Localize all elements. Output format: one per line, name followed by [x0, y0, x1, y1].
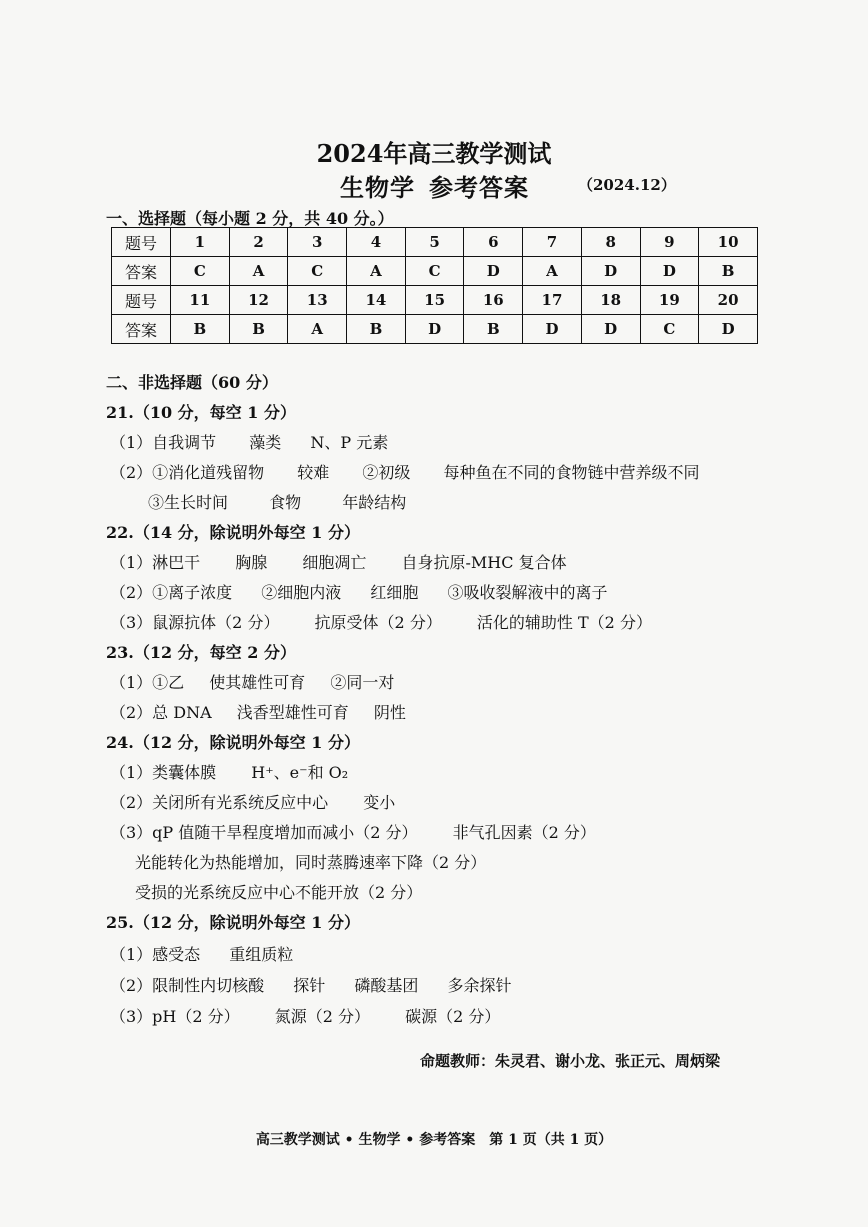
answer-text: 碳源（2 分）: [405, 1007, 501, 1026]
answer-cell: B: [229, 315, 288, 344]
answer-text: （1）淋巴干: [110, 553, 201, 572]
row-label: 答案: [112, 257, 171, 286]
answer-cell: D: [464, 257, 523, 286]
q24-heading: 24.（12 分，除说明外每空 1 分）: [106, 733, 360, 752]
q25-line3: [110, 1004, 500, 1027]
q22-line1: [110, 550, 567, 573]
answer-text: 磷酸基团: [354, 976, 419, 995]
answer-text: 浅香型雄性可育: [236, 703, 349, 722]
answer-text: （1）类囊体膜: [110, 763, 217, 782]
answer-text: 细胞凋亡: [302, 553, 367, 572]
answer-text: （2）①消化道残留物: [110, 463, 265, 482]
answer-text: （1）自我调节: [110, 433, 217, 452]
table-row: [112, 315, 758, 344]
row-label: 题号: [112, 286, 171, 315]
answer-text: 使其雄性可育: [209, 673, 306, 692]
question-number: 11: [171, 286, 230, 315]
answer-cell: A: [288, 315, 347, 344]
q21-line2: [110, 460, 700, 483]
subject-label: 生物学: [340, 173, 415, 202]
answer-text: H⁺、e⁻和 O₂: [251, 763, 349, 782]
answer-cell: D: [640, 257, 699, 286]
table-row: [112, 286, 758, 315]
answer-text: （2）①离子浓度: [110, 583, 233, 602]
answer-key-label: 参考答案: [429, 173, 529, 202]
q21-heading: 21.（10 分，每空 1 分）: [106, 403, 296, 422]
answer-cell: A: [229, 257, 288, 286]
answer-table: [111, 227, 758, 344]
answer-cell: A: [347, 257, 406, 286]
section1-heading: 一、选择题（每小题 2 分，共 40 分。）: [106, 209, 394, 228]
section2-heading: 二、非选择题（60 分）: [106, 373, 278, 392]
q21-line1: [110, 430, 388, 453]
page-title: 2024年高三教学测试: [316, 139, 552, 168]
answer-text: 红细胞: [370, 583, 419, 602]
answer-text: ②同一对: [330, 673, 395, 692]
question-number: 14: [347, 286, 406, 315]
q24-line4: 光能转化为热能增加，同时蒸腾速率下降（2 分）: [135, 853, 487, 872]
exam-date: （2024.12）: [578, 176, 676, 194]
question-number: 13: [288, 286, 347, 315]
question-number: 8: [581, 228, 640, 257]
page-subtitle: [340, 168, 529, 203]
answer-text: 每种鱼在不同的食物链中营养级不同: [443, 463, 700, 482]
q22-line3: [110, 610, 652, 633]
answer-cell: D: [523, 315, 582, 344]
answer-cell: C: [640, 315, 699, 344]
q25-line2: [110, 973, 512, 996]
row-label: 题号: [112, 228, 171, 257]
answer-cell: A: [523, 257, 582, 286]
question-number: 17: [523, 286, 582, 315]
answer-cell: B: [171, 315, 230, 344]
author-line: 命题教师：朱灵君、谢小龙、张正元、周炳梁: [420, 1052, 721, 1070]
answer-cell: D: [699, 315, 758, 344]
answer-text: （2）限制性内切核酸: [110, 976, 265, 995]
answer-cell: C: [288, 257, 347, 286]
q23-line1: [110, 670, 394, 693]
question-number: 4: [347, 228, 406, 257]
q24-line3: [110, 820, 596, 843]
q24-line5: 受损的光系统反应中心不能开放（2 分）: [135, 883, 423, 902]
answer-cell: B: [464, 315, 523, 344]
answer-text: 食物: [269, 493, 302, 512]
answer-text: （2）关闭所有光系统反应中心: [110, 793, 329, 812]
question-number: 5: [405, 228, 464, 257]
answer-text: ②细胞内液: [261, 583, 342, 602]
answer-text: 非气孔因素（2 分）: [452, 823, 596, 842]
question-number: 10: [699, 228, 758, 257]
question-number: 12: [229, 286, 288, 315]
answer-text: ②初级: [362, 463, 411, 482]
answer-cell: D: [581, 257, 640, 286]
answer-text: 氮源（2 分）: [274, 1007, 371, 1026]
answer-cell: B: [699, 257, 758, 286]
answer-text: 重组质粒: [229, 945, 294, 964]
answer-text: 胸腺: [235, 553, 268, 572]
answer-cell: D: [581, 315, 640, 344]
q23-line2: [110, 700, 406, 723]
answer-text: （2）总 DNA: [110, 703, 212, 722]
answer-text: 探针: [293, 976, 326, 995]
question-number: 6: [464, 228, 523, 257]
question-number: 2: [229, 228, 288, 257]
answer-cell: C: [405, 257, 464, 286]
answer-cell: C: [171, 257, 230, 286]
table-row: [112, 257, 758, 286]
answer-text: （1）感受态: [110, 945, 201, 964]
question-number: 20: [699, 286, 758, 315]
row-label: 答案: [112, 315, 171, 344]
table-row: [112, 228, 758, 257]
answer-text: 多余探针: [447, 976, 512, 995]
answer-cell: D: [405, 315, 464, 344]
q21-line3: [148, 490, 406, 513]
answer-text: 活化的辅助性 T（2 分）: [476, 613, 652, 632]
answer-text: （3）qP 值随干旱程度增加而减小（2 分）: [110, 823, 418, 842]
question-number: 15: [405, 286, 464, 315]
question-number: 19: [640, 286, 699, 315]
q24-line1: [110, 760, 348, 783]
question-number: 18: [581, 286, 640, 315]
answer-text: 变小: [363, 793, 396, 812]
answer-text: ③生长时间: [148, 493, 229, 512]
answer-text: ③吸收裂解液中的离子: [447, 583, 608, 602]
q22-heading: 22.（14 分，除说明外每空 1 分）: [106, 523, 360, 542]
q24-line2: [110, 790, 395, 813]
q23-heading: 23.（12 分，每空 2 分）: [106, 643, 296, 662]
answer-text: 年龄结构: [342, 493, 407, 512]
answer-text: 自身抗原-MHC 复合体: [401, 553, 567, 572]
answer-text: 抗原受体（2 分）: [314, 613, 442, 632]
answer-text: 阴性: [373, 703, 406, 722]
answer-text: （1）①乙: [110, 673, 185, 692]
question-number: 9: [640, 228, 699, 257]
question-number: 3: [288, 228, 347, 257]
question-number: 16: [464, 286, 523, 315]
page-footer: 高三教学测试 • 生物学 • 参考答案 第 1 页（共 1 页）: [255, 1132, 613, 1148]
answer-text: （3）鼠源抗体（2 分）: [110, 613, 280, 632]
q25-line1: [110, 942, 293, 965]
answer-text: （3）pH（2 分）: [110, 1007, 240, 1026]
question-number: 1: [171, 228, 230, 257]
question-number: 7: [523, 228, 582, 257]
q22-line2: [110, 580, 608, 603]
q25-heading: 25.（12 分，除说明外每空 1 分）: [106, 913, 360, 932]
answer-cell: B: [347, 315, 406, 344]
answer-text: N、P 元素: [310, 433, 389, 452]
answer-text: 藻类: [249, 433, 282, 452]
answer-text: 较难: [297, 463, 330, 482]
